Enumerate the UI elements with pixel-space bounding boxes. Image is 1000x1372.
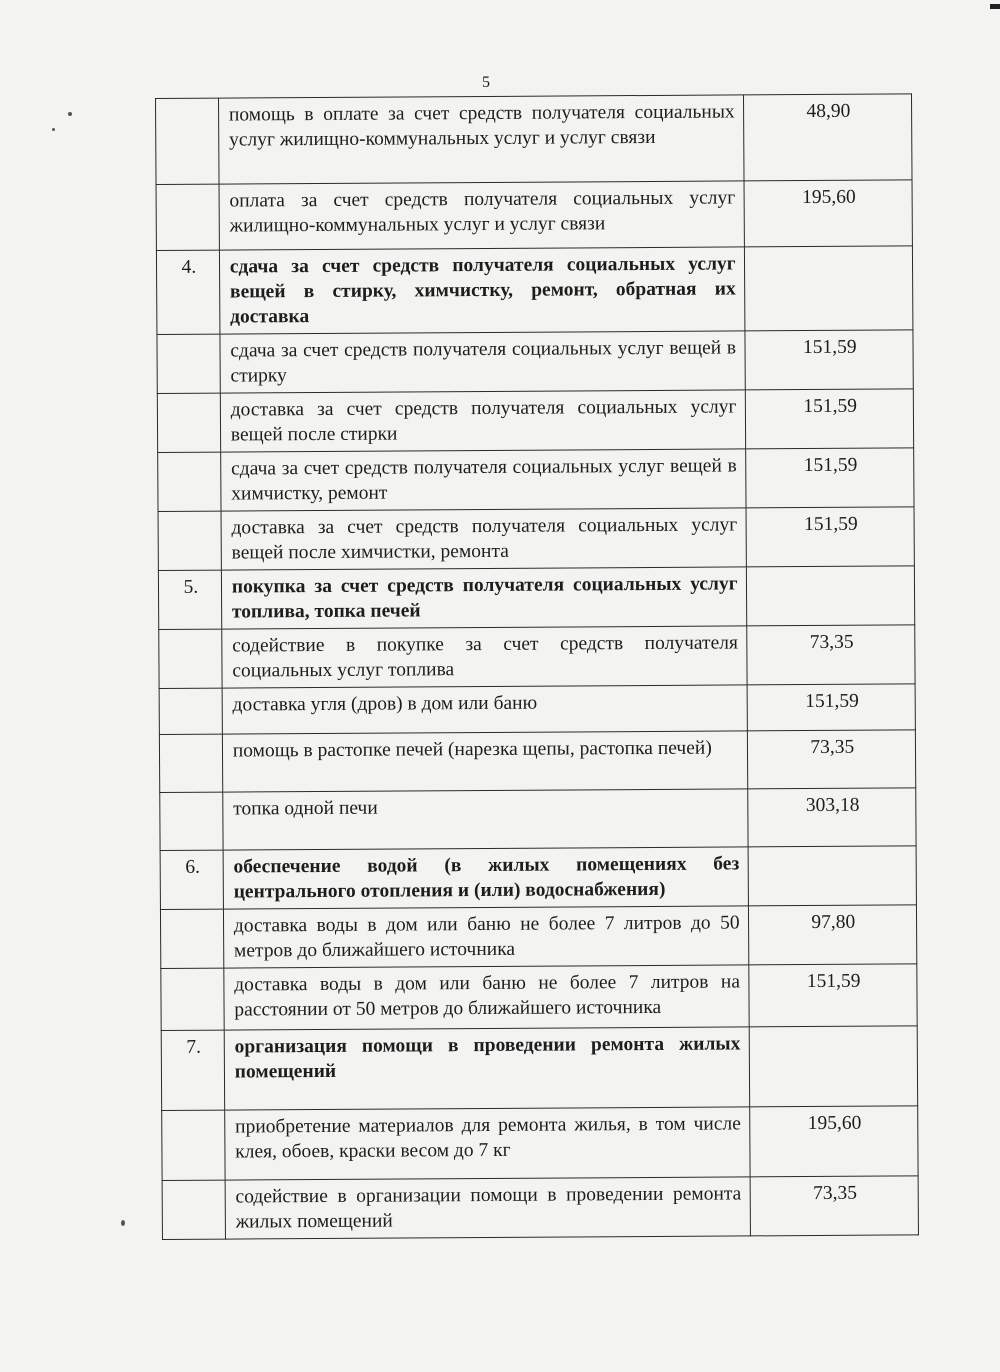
table-row xyxy=(156,180,912,251)
service-price: 73,35 xyxy=(747,730,916,789)
row-number xyxy=(160,792,223,850)
service-price: 73,35 xyxy=(750,1176,919,1236)
service-description: сдача за счет средств получателя социальных услуг вещей в химчистку, ремонт xyxy=(220,449,745,511)
table-row xyxy=(160,788,916,851)
service-price: 151,59 xyxy=(745,389,914,449)
section-title: организация помощи в проведении ремонта жилых помещений xyxy=(224,1027,749,1110)
table-row xyxy=(158,448,914,512)
service-price: 151,59 xyxy=(746,507,915,567)
service-description: содействие в организации помощи в проведении ремонта жилых помещений xyxy=(225,1177,750,1239)
row-number xyxy=(156,184,219,250)
service-price: 195,60 xyxy=(744,180,913,247)
row-number xyxy=(158,511,221,570)
page-number: 5 xyxy=(482,74,490,91)
section-title: сдача за счет средств получателя социальных услуг вещей в стирку, химчистку, ремонт, обратная их доставка xyxy=(219,247,744,334)
services-price-table xyxy=(155,93,919,1240)
service-description: оплата за счет средств получателя социальных услуг жилищно-коммунальных услуг и услуг связи xyxy=(219,181,744,250)
row-number: 7. xyxy=(161,1030,224,1110)
row-number xyxy=(157,393,220,452)
service-price: 303,18 xyxy=(747,788,916,847)
scan-speck xyxy=(52,128,55,131)
table-row xyxy=(157,330,913,394)
table-row xyxy=(156,94,913,185)
service-price: 151,59 xyxy=(748,964,917,1027)
service-price xyxy=(748,846,917,906)
service-price: 195,60 xyxy=(749,1106,918,1177)
section-title: обеспечение водой (в жилых помещениях без центрального отопления и (или) водоснабжения) xyxy=(223,847,748,909)
row-number: 4. xyxy=(156,250,219,334)
table-row xyxy=(162,1106,918,1181)
service-description: доставка за счет средств получателя социальных услуг вещей после химчистки, ремонта xyxy=(221,508,746,570)
table-row xyxy=(160,905,916,969)
service-price xyxy=(746,566,915,626)
table-section-row xyxy=(158,566,914,630)
service-price: 151,59 xyxy=(745,448,914,508)
table-row xyxy=(159,684,915,735)
table-section-row xyxy=(160,846,916,910)
table-row xyxy=(159,625,915,689)
row-number: 5. xyxy=(158,570,221,629)
service-description: доставка воды в дом или баню не более 7 литров на расстоянии от 50 метров до ближайшего источника xyxy=(224,965,749,1030)
scan-speck xyxy=(68,112,72,116)
row-number xyxy=(158,452,221,511)
service-price xyxy=(749,1026,918,1107)
table-row xyxy=(161,964,917,1031)
service-description: содействие в покупке за счет средств получателя социальных услуг топлива xyxy=(222,626,747,688)
row-number xyxy=(159,734,222,792)
service-description: помощь в растопке печей (нарезка щепы, растопка печей) xyxy=(222,731,747,792)
service-description: доставка воды в дом или баню не более 7 литров до 50 метров до ближайшего источника xyxy=(223,906,748,968)
section-title: покупка за счет средств получателя социальных услуг топлива, топка печей xyxy=(221,567,746,629)
row-number xyxy=(162,1180,225,1239)
service-price: 151,59 xyxy=(747,684,916,731)
row-number xyxy=(162,1110,225,1180)
scan-edge-mark xyxy=(990,4,1000,9)
table-row xyxy=(162,1176,918,1240)
service-price: 151,59 xyxy=(744,330,913,390)
table-row xyxy=(157,389,913,453)
service-description: сдача за счет средств получателя социальных услуг вещей в стирку xyxy=(220,331,745,393)
table-row xyxy=(159,730,915,793)
service-description: доставка угля (дров) в дом или баню xyxy=(222,685,747,734)
service-description: доставка за счет средств получателя социальных услуг вещей после стирки xyxy=(220,390,745,452)
service-description: приобретение материалов для ремонта жилья, в том числе клея, обоев, краски весом до 7 кг xyxy=(224,1107,749,1180)
service-price: 97,80 xyxy=(748,905,917,965)
service-price xyxy=(744,246,913,331)
table-row xyxy=(158,507,914,571)
row-number xyxy=(161,968,224,1030)
row-number xyxy=(157,334,220,393)
table-section-row xyxy=(161,1026,917,1111)
service-price: 73,35 xyxy=(746,625,915,685)
row-number xyxy=(159,629,222,688)
scan-speck xyxy=(121,1220,125,1226)
service-price: 48,90 xyxy=(743,94,912,181)
row-number xyxy=(156,98,219,184)
row-number xyxy=(160,909,223,968)
row-number xyxy=(159,688,222,734)
service-description: топка одной печи xyxy=(223,789,748,850)
table-section-row xyxy=(156,246,912,335)
service-description: помощь в оплате за счет средств получателя социальных услуг жилищно-коммунальных услуг и услуг связи xyxy=(218,95,743,184)
row-number: 6. xyxy=(160,850,223,909)
